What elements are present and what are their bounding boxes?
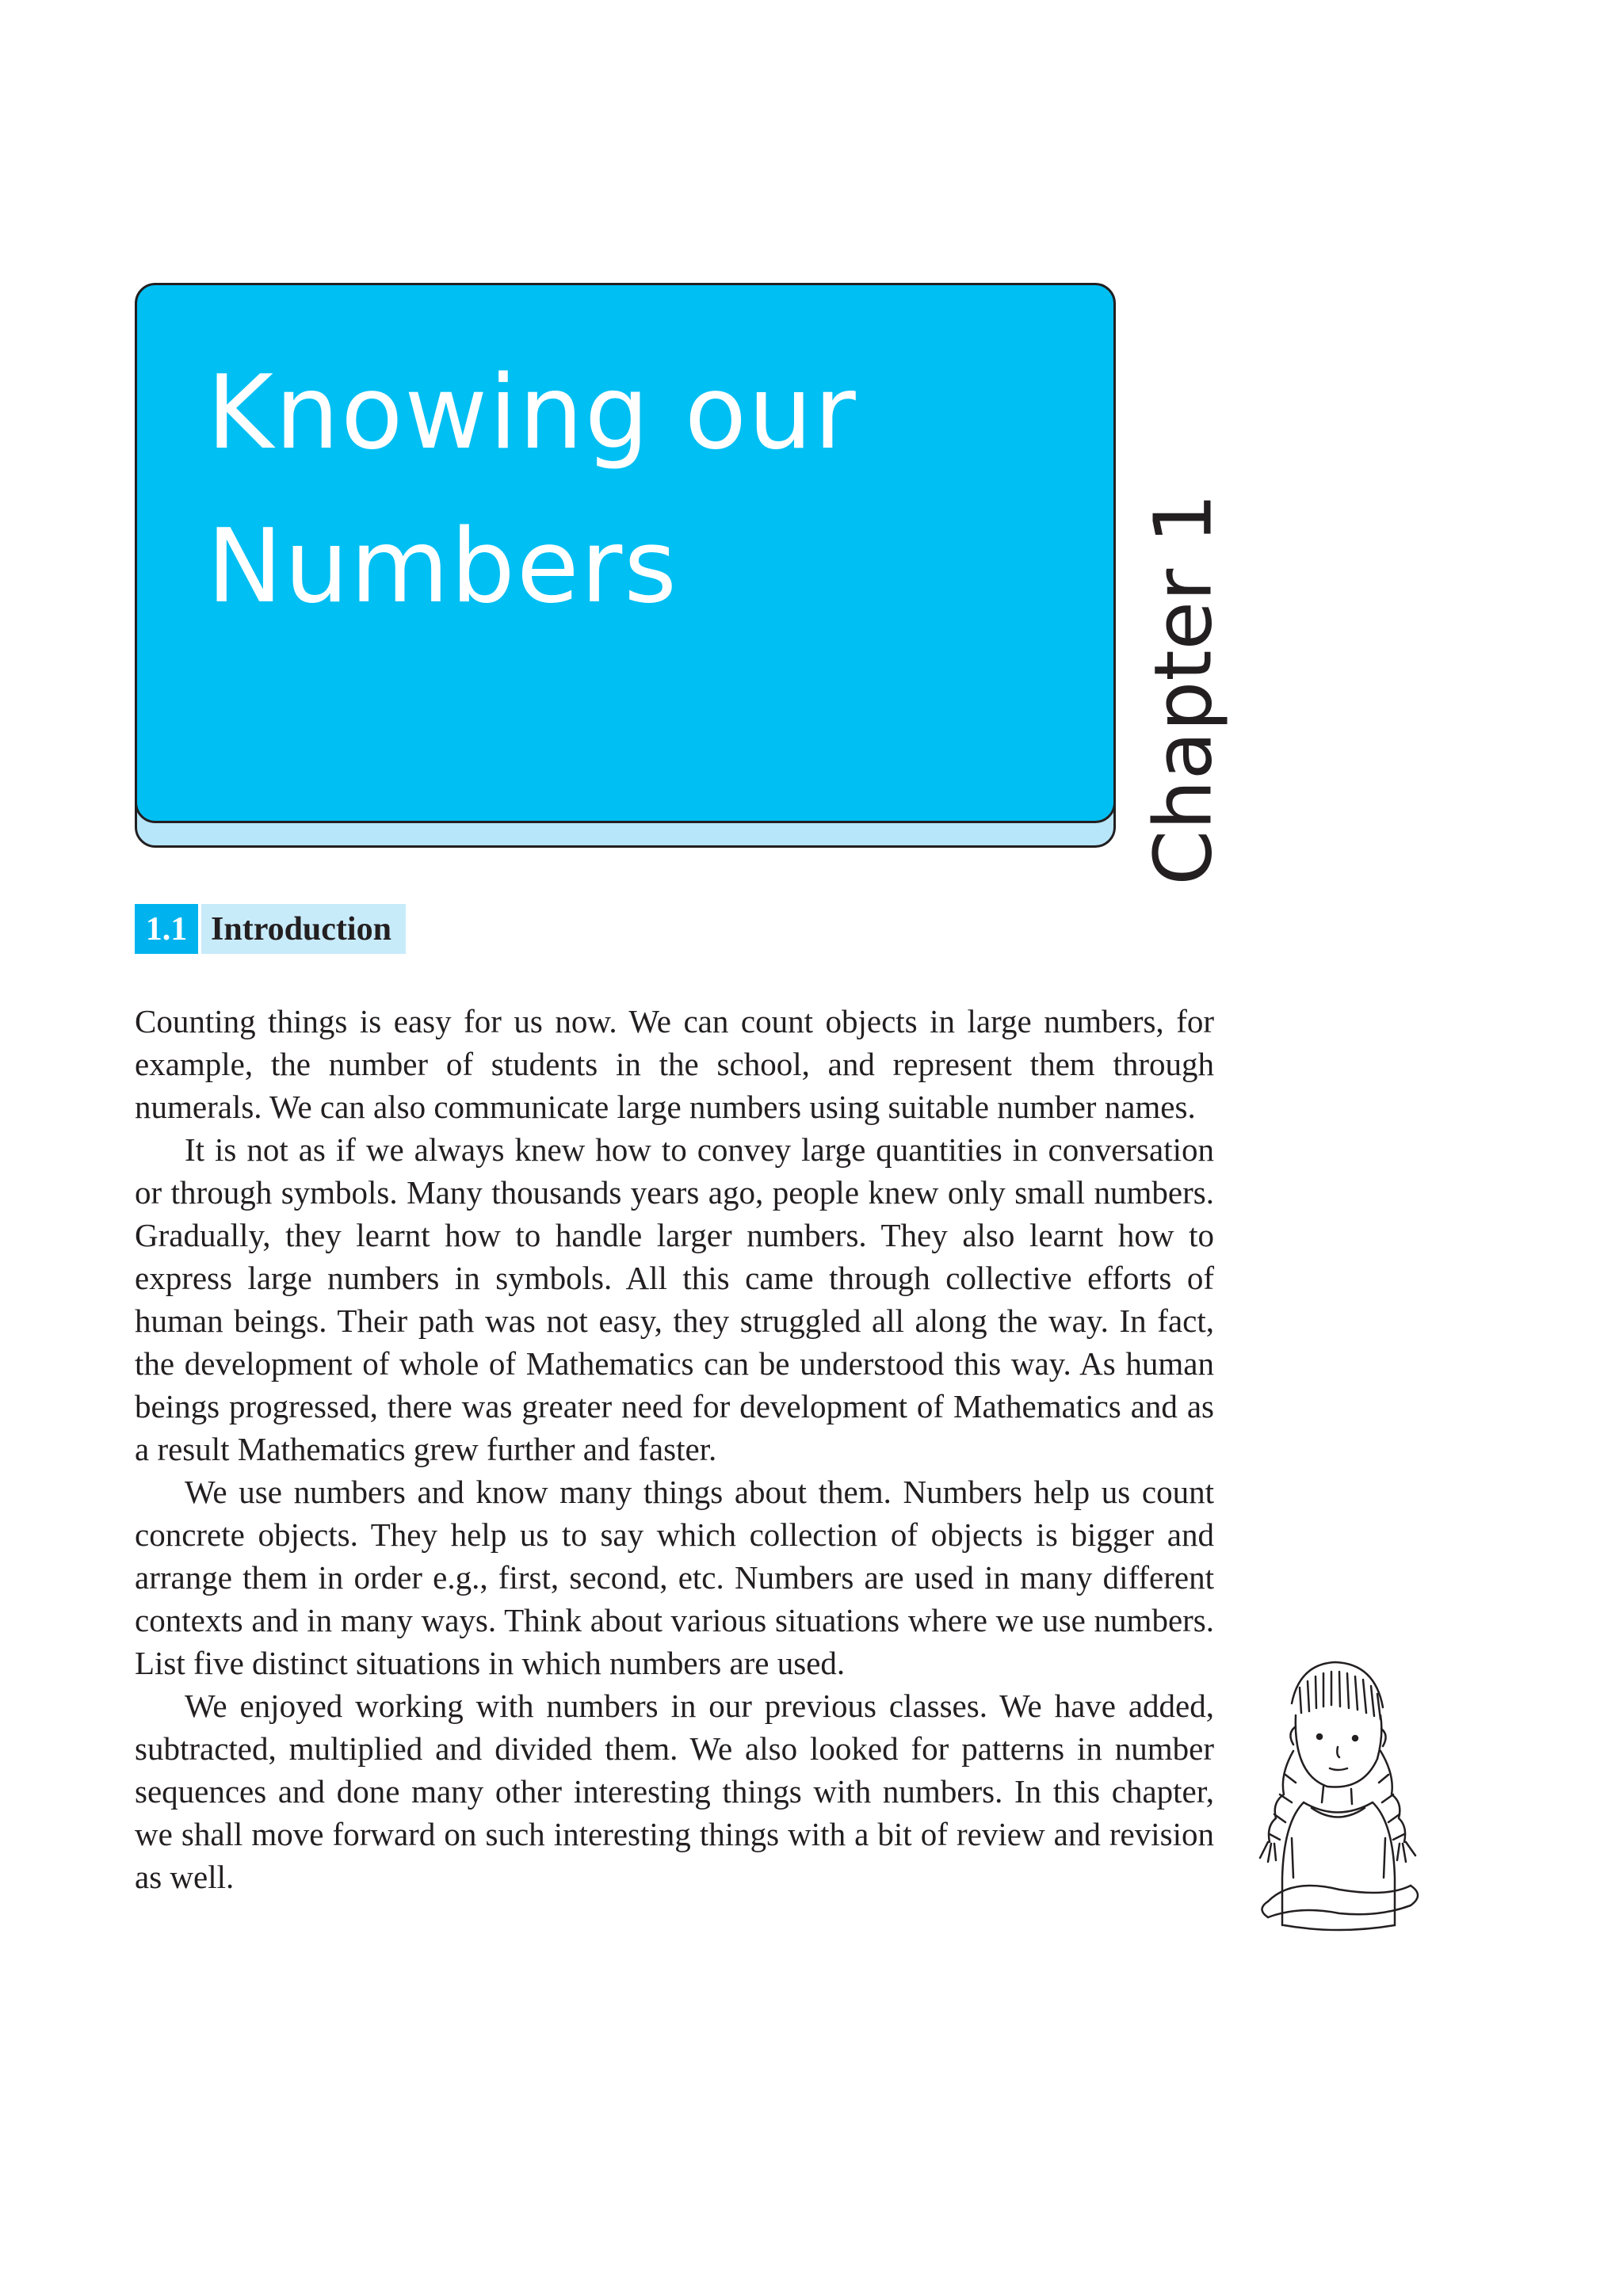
- chapter-title-line-2: Numbers: [207, 508, 678, 626]
- paragraph-2: It is not as if we always knew how to convey large quantities in conversation or through symbols. Many thousands years ago, people knew only small numbers. Gradually, they learnt how to handle larger numbers. They also learnt how to express large numbers in symbols. All this came through collective efforts of human beings. Their path was not easy, they struggled all along the way. In fact, the development of whole of Mathematics can be understood this way. As human beings progressed, there was greater need for development of Mathematics and as a result Mathematics grew further and faster.: [135, 1131, 1214, 1467]
- chapter-title-line-1: Knowing our: [207, 354, 857, 472]
- chapter-label-container: [1124, 493, 1243, 886]
- paragraph-3: We use numbers and know many things about them. Numbers help us count concrete objects. They help us to say which collection of objects is bigger and arrange them in order e.g., first, second, etc. Numbers are used in many different contexts and in many ways. Think about various situations where we use numbers. List five distinct situations in which numbers are used.: [135, 1474, 1214, 1681]
- title-card: [135, 283, 1116, 823]
- section-number: 1.1: [135, 904, 198, 954]
- girl-illustration-icon: [1236, 1640, 1434, 1965]
- body-text: [135, 1000, 1214, 1898]
- chapter-label: Chapter 1: [1136, 493, 1230, 886]
- chapter-title: [207, 337, 857, 644]
- section-title: Introduction: [201, 904, 406, 954]
- paragraph-1: Counting things is easy for us now. We can count objects in large numbers, for example, the number of students in the school, and represent them through numerals. We can also communicate large numbers using suitable number names.: [135, 1003, 1214, 1125]
- section-heading: [135, 904, 406, 954]
- paragraph-4: We enjoyed working with numbers in our previous classes. We have added, subtracted, multiplied and divided them. We also looked for patterns in number sequences and done many other interesting things with numbers. In this chapter, we shall move forward on such interesting things with a bit of review and revision as well.: [135, 1688, 1214, 1895]
